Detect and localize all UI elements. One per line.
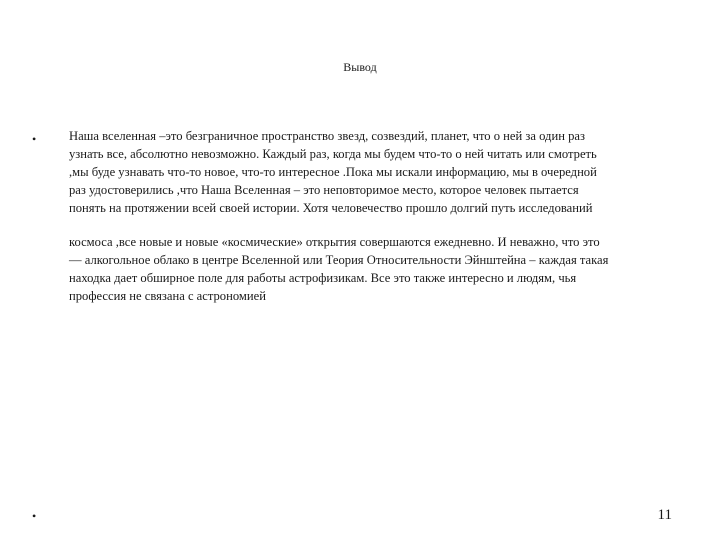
text-line: узнать все, абсолютно невозможно. Каждый раз, когда мы будем что-то о ней читать или смотреть: [69, 147, 597, 161]
text-line: Наша вселенная –это безграничное пространство звезд, созвездий, планет, что о ней за один раз: [69, 129, 585, 143]
text-line: профессия не связана с астрономией: [69, 289, 266, 303]
text-line: ,мы буде узнавать что-то новое, что-то интересное .Пока мы искали информацию, мы в очередной: [69, 165, 597, 179]
body-paragraph-1: [69, 127, 679, 217]
bullet-marker: •: [32, 132, 37, 146]
text-line: — алкогольное облако в центре Вселенной или Теория Относительности Эйнштейна – каждая такая: [69, 253, 609, 267]
page-number: 11: [657, 507, 672, 523]
bullet-marker-empty: •: [32, 509, 37, 523]
text-line: раз удостоверились ,что Наша Вселенная – это неповторимое место, которое человек пытается: [69, 183, 579, 197]
body-paragraph-2: [69, 233, 679, 305]
text-line: находка дает обширное поле для работы астрофизикам. Все это также интересно и людям, чья: [69, 271, 577, 285]
text-line: понять на протяжении всей своей истории. Хотя человечество прошло долгий путь исследований: [69, 201, 593, 215]
slide-title: Вывод: [343, 60, 377, 74]
text-line: космоса ,все новые и новые «космические» открытия совершаются ежедневно. И неважно, что это: [69, 235, 600, 249]
